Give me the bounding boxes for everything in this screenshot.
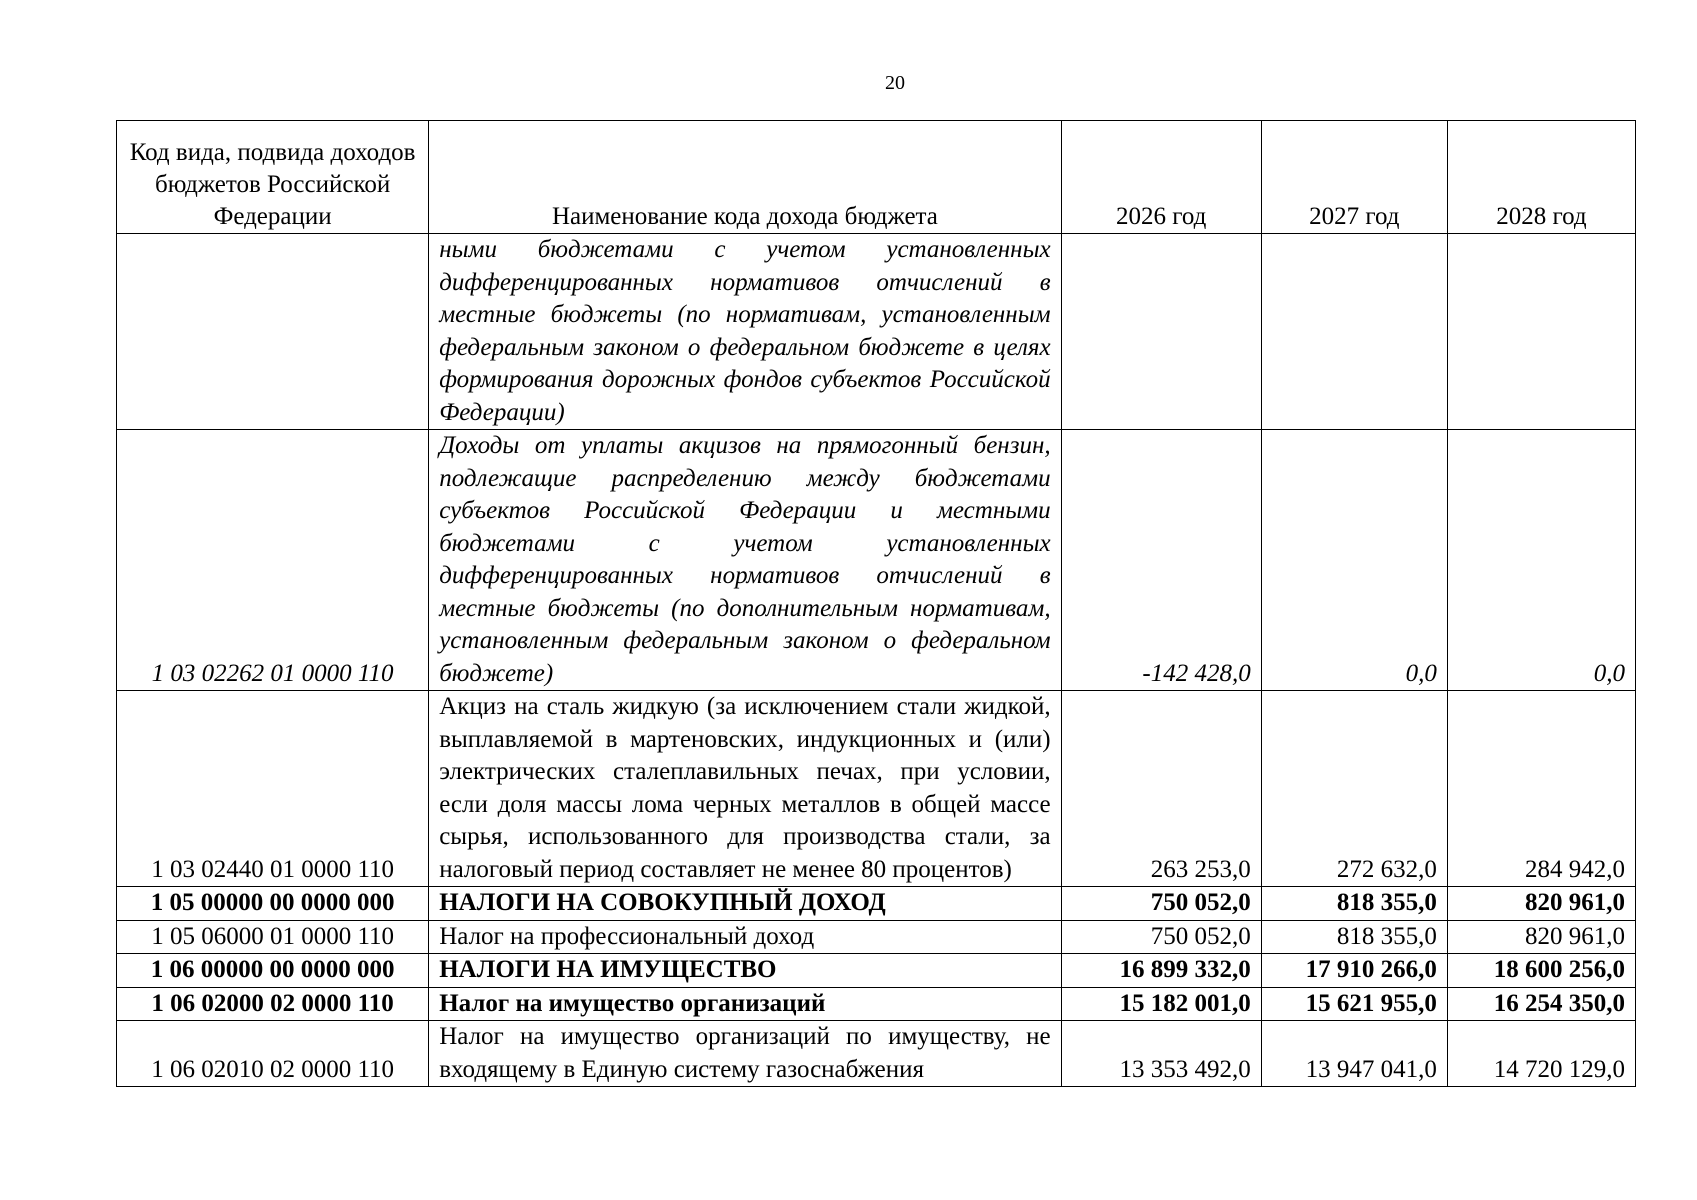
row-2027: 0,0 <box>1261 430 1447 691</box>
row-name: ными бюджетами с учетом установленных дифференцированных нормативов отчислений в местные бюджеты (по нормативам, установленным федеральным законом о федеральном бюджете в целях формирования дорожных фондов субъектов Российской Федерации) <box>429 234 1061 430</box>
row-code: 1 03 02262 01 0000 110 <box>117 430 429 691</box>
row-name: Доходы от уплаты акцизов на прямогонный бензин, подлежащие распределению между бюджетами субъектов Российской Федерации и местными бюджетами с учетом установленных дифференцированных нормативов отчислений в местные бюджеты (по дополнительным нормативам, установленным федеральным законом о федеральном бюджете) <box>429 430 1061 691</box>
row-name: НАЛОГИ НА СОВОКУПНЫЙ ДОХОД <box>429 887 1061 921</box>
page-number: 20 <box>885 72 905 94</box>
row-2027: 272 632,0 <box>1261 691 1447 887</box>
row-2027: 17 910 266,0 <box>1261 954 1447 988</box>
row-code: 1 05 06000 01 0000 110 <box>117 920 429 954</box>
row-code <box>117 234 429 430</box>
row-2026: 263 253,0 <box>1061 691 1261 887</box>
row-2026 <box>1061 234 1261 430</box>
header-2028: 2028 год <box>1447 121 1635 234</box>
row-code: 1 06 02000 02 0000 110 <box>117 987 429 1021</box>
revenue-table <box>116 120 1636 1087</box>
table-row <box>117 430 1636 691</box>
table-row <box>117 954 1636 988</box>
row-2028: 820 961,0 <box>1447 887 1635 921</box>
row-code: 1 05 00000 00 0000 000 <box>117 887 429 921</box>
row-2026: 13 353 492,0 <box>1061 1021 1261 1087</box>
row-2028: 16 254 350,0 <box>1447 987 1635 1021</box>
table-row <box>117 887 1636 921</box>
header-code: Код вида, подвида доходов бюджетов Российской Федерации <box>117 121 429 234</box>
row-2028: 18 600 256,0 <box>1447 954 1635 988</box>
row-2028: 284 942,0 <box>1447 691 1635 887</box>
row-code: 1 06 00000 00 0000 000 <box>117 954 429 988</box>
row-2027: 15 621 955,0 <box>1261 987 1447 1021</box>
table-row <box>117 920 1636 954</box>
row-name: Акциз на сталь жидкую (за исключением стали жидкой, выплавляемой в мартеновских, индукционных и (или) электрических сталеплавильных печах, при условии, если доля массы лома черных металлов в общей массе сырья, использованного для производства стали, за налоговый период составляет не менее 80 процентов) <box>429 691 1061 887</box>
row-2028: 820 961,0 <box>1447 920 1635 954</box>
row-2026: 15 182 001,0 <box>1061 987 1261 1021</box>
row-name: НАЛОГИ НА ИМУЩЕСТВО <box>429 954 1061 988</box>
table-row <box>117 1021 1636 1087</box>
row-2026: 750 052,0 <box>1061 887 1261 921</box>
table-row <box>117 987 1636 1021</box>
row-code: 1 06 02010 02 0000 110 <box>117 1021 429 1087</box>
row-name: Налог на имущество организаций <box>429 987 1061 1021</box>
row-2026: 750 052,0 <box>1061 920 1261 954</box>
row-2027: 818 355,0 <box>1261 887 1447 921</box>
row-2026: -142 428,0 <box>1061 430 1261 691</box>
header-2026: 2026 год <box>1061 121 1261 234</box>
row-2027: 818 355,0 <box>1261 920 1447 954</box>
row-code: 1 03 02440 01 0000 110 <box>117 691 429 887</box>
row-name: Налог на профессиональный доход <box>429 920 1061 954</box>
row-2027: 13 947 041,0 <box>1261 1021 1447 1087</box>
row-2027 <box>1261 234 1447 430</box>
table-row <box>117 691 1636 887</box>
table-row <box>117 234 1636 430</box>
header-name: Наименование кода дохода бюджета <box>429 121 1061 234</box>
row-2028: 14 720 129,0 <box>1447 1021 1635 1087</box>
table-header-row <box>117 121 1636 234</box>
row-2026: 16 899 332,0 <box>1061 954 1261 988</box>
header-2027: 2027 год <box>1261 121 1447 234</box>
row-2028 <box>1447 234 1635 430</box>
row-2028: 0,0 <box>1447 430 1635 691</box>
row-name: Налог на имущество организаций по имуществу, не входящему в Единую систему газоснабжения <box>429 1021 1061 1087</box>
